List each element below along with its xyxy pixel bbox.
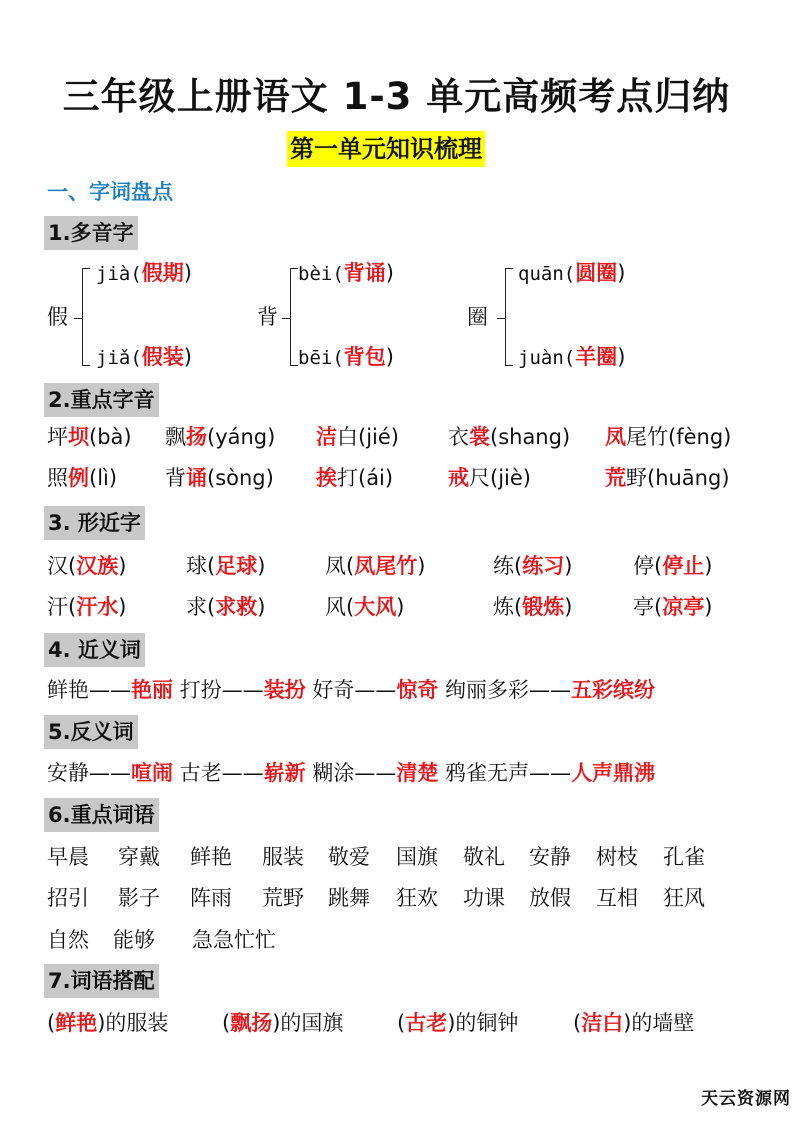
text: (yáng) [207, 425, 276, 449]
text: 求( [186, 595, 216, 619]
list-item [47, 1009, 168, 1037]
text: ( [47, 1011, 56, 1035]
list-item [186, 552, 265, 580]
text: 好奇—— [305, 678, 397, 702]
highlight-text: 崭新 [263, 761, 306, 785]
text: ) [118, 595, 127, 619]
text: 飘 [165, 425, 186, 449]
paren: ) [385, 261, 394, 285]
highlight-text: 凤 [605, 425, 626, 449]
key-word: 树枝 [596, 845, 638, 869]
polyphone-reading [518, 343, 625, 372]
pinyin: bēi( [298, 347, 344, 369]
key-word: 狂欢 [396, 886, 438, 910]
list-item [605, 423, 731, 451]
bracket-stub [74, 318, 82, 319]
subsection-heading: 6.重点词语 [44, 798, 159, 832]
section-heading: 一、字词盘点 [47, 180, 173, 204]
highlight-text: 洁白 [581, 1011, 624, 1035]
text: ) [257, 554, 266, 578]
bracket-stub [497, 318, 505, 319]
text: 打扮—— [173, 678, 264, 702]
example-word: 羊圈 [575, 345, 618, 369]
list-item [47, 593, 126, 621]
text: 白(jié) [337, 425, 399, 449]
pinyin: bèi( [298, 263, 344, 285]
list-item [47, 676, 655, 704]
paren: ) [385, 345, 394, 369]
paren: ) [617, 261, 626, 285]
highlight-text: 裳 [469, 425, 490, 449]
list-item [47, 423, 132, 451]
polyphone-reading [298, 259, 394, 288]
example-word: 假期 [141, 261, 184, 285]
key-word: 招引 [47, 886, 89, 910]
text: ) [564, 595, 573, 619]
subsection-heading: 3. 形近字 [44, 506, 145, 540]
text: ) [564, 554, 573, 578]
key-word: 孔雀 [663, 845, 705, 869]
text: (shang) [490, 425, 571, 449]
highlight-text: 大风 [354, 595, 397, 619]
text: 安静—— [47, 761, 131, 785]
subsection-heading: 7.词语搭配 [44, 964, 159, 998]
text: 糊涂—— [305, 761, 397, 785]
highlight-text: 练习 [522, 554, 565, 578]
list-item [186, 593, 265, 621]
footer-watermark: 天云资源网 [701, 1089, 791, 1109]
list-item [633, 552, 712, 580]
highlight-text: 洁 [316, 425, 337, 449]
list-item [222, 1009, 343, 1037]
key-word: 能够 [113, 928, 155, 952]
text: 绚丽多彩—— [438, 678, 572, 702]
highlight-text: 凉亭 [662, 595, 705, 619]
highlight-text: 凤尾竹 [354, 554, 418, 578]
highlight-text: 古老 [405, 1011, 448, 1035]
key-word: 互相 [596, 886, 638, 910]
key-word: 放假 [529, 886, 571, 910]
text: 鲜艳—— [47, 678, 131, 702]
polyphone-reading [518, 259, 625, 288]
polyphone-char: 背 [257, 305, 278, 329]
list-item [316, 423, 399, 451]
subsection-heading: 4. 近义词 [44, 633, 145, 667]
text: (bà) [89, 425, 132, 449]
list-item [397, 1009, 518, 1037]
unit-subtitle: 第一单元知识梳理 [287, 131, 485, 167]
key-word: 安静 [529, 845, 571, 869]
text: )的服装 [97, 1011, 169, 1035]
highlight-text: 扬 [186, 425, 207, 449]
text: 衣 [448, 425, 469, 449]
paren: ) [617, 345, 626, 369]
key-word: 穿戴 [118, 845, 160, 869]
highlight-text: 汉族 [76, 554, 119, 578]
list-item [325, 552, 425, 580]
paren: ) [183, 261, 192, 285]
text: )的国旗 [272, 1011, 344, 1035]
highlight-text: 汗水 [76, 595, 119, 619]
list-item [165, 423, 275, 451]
example-word: 背包 [343, 345, 386, 369]
key-word: 急急忙忙 [192, 928, 276, 952]
list-item [47, 464, 117, 492]
highlight-text: 挨 [316, 466, 337, 490]
key-word: 早晨 [47, 845, 89, 869]
text: (lì) [89, 466, 118, 490]
bracket-icon [82, 268, 90, 366]
document-title: 三年级上册语文 1-3 单元高频考点归纳 [62, 75, 731, 118]
example-word: 圆圈 [575, 261, 618, 285]
polyphone-reading [96, 343, 192, 372]
bracket-icon [290, 268, 298, 366]
highlight-text: 锻炼 [522, 595, 565, 619]
list-item [47, 552, 126, 580]
key-word: 阵雨 [190, 886, 232, 910]
subsection-heading: 1.多音字 [44, 216, 138, 250]
polyphone-reading [96, 259, 192, 288]
text: ) [257, 595, 266, 619]
text: 背 [165, 466, 186, 490]
key-word: 敬礼 [463, 845, 505, 869]
list-item [448, 464, 531, 492]
text: ) [417, 554, 426, 578]
highlight-text: 足球 [215, 554, 258, 578]
key-word: 敬爱 [328, 845, 370, 869]
pinyin: juàn( [518, 347, 576, 369]
list-item [605, 464, 730, 492]
text: 打(ái) [337, 466, 394, 490]
example-word: 背诵 [343, 261, 386, 285]
text: )的墙壁 [623, 1011, 695, 1035]
list-item [448, 423, 570, 451]
list-item [325, 593, 404, 621]
highlight-text: 飘扬 [230, 1011, 273, 1035]
text: ( [397, 1011, 406, 1035]
key-word: 自然 [47, 928, 89, 952]
text: ) [396, 595, 405, 619]
text: ) [118, 554, 127, 578]
highlight-text: 喧闹 [131, 761, 173, 785]
text: 照 [47, 466, 68, 490]
key-word: 服装 [262, 845, 304, 869]
list-item [316, 464, 393, 492]
paren: ) [183, 345, 192, 369]
text: 汗( [47, 595, 77, 619]
highlight-text: 戒 [448, 466, 469, 490]
example-word: 假装 [141, 345, 184, 369]
highlight-text: 诵 [186, 466, 207, 490]
polyphone-char: 假 [47, 305, 68, 329]
text: ) [704, 595, 713, 619]
text: )的铜钟 [447, 1011, 519, 1035]
list-item [633, 593, 712, 621]
subsection-heading: 5.反义词 [44, 715, 138, 749]
key-word: 狂风 [663, 886, 705, 910]
text: 亭( [633, 595, 663, 619]
pinyin: jià( [96, 263, 142, 285]
text: 炼( [493, 595, 523, 619]
text: 练( [493, 554, 523, 578]
highlight-text: 艳丽 [131, 678, 173, 702]
polyphone-char: 圈 [467, 305, 488, 329]
key-word: 鲜艳 [190, 845, 232, 869]
highlight-text: 鲜艳 [55, 1011, 98, 1035]
highlight-text: 例 [68, 466, 89, 490]
highlight-text: 清楚 [396, 761, 439, 785]
highlight-text: 荒 [605, 466, 626, 490]
highlight-text: 停止 [662, 554, 705, 578]
text: 风( [325, 595, 355, 619]
text: ( [222, 1011, 231, 1035]
subsection-heading: 2.重点字音 [44, 383, 159, 417]
bracket-icon [505, 268, 513, 366]
key-word: 影子 [118, 886, 160, 910]
list-item [165, 464, 274, 492]
text: 球( [186, 554, 216, 578]
text: 尺(jiè) [469, 466, 531, 490]
text: ( [573, 1011, 582, 1035]
text: 鸦雀无声—— [438, 761, 572, 785]
text: 汉( [47, 554, 77, 578]
bracket-stub [282, 318, 290, 319]
text: (sòng) [207, 466, 274, 490]
highlight-text: 坝 [68, 425, 89, 449]
list-item [47, 759, 655, 787]
highlight-text: 惊奇 [396, 678, 439, 702]
text: ) [704, 554, 713, 578]
key-word: 功课 [463, 886, 505, 910]
text: 凤( [325, 554, 355, 578]
highlight-text: 求救 [215, 595, 258, 619]
text: 野(huāng) [626, 466, 730, 490]
highlight-text: 人声鼎沸 [571, 761, 656, 785]
highlight-text: 装扮 [263, 678, 306, 702]
highlight-text: 五彩缤纷 [571, 678, 656, 702]
key-word: 跳舞 [328, 886, 370, 910]
text: 停( [633, 554, 663, 578]
key-word: 国旗 [396, 845, 438, 869]
text: 古老—— [173, 761, 264, 785]
polyphone-reading [298, 343, 394, 372]
text: 坪 [47, 425, 68, 449]
text: 尾竹(fèng) [626, 425, 732, 449]
list-item [493, 552, 572, 580]
pinyin: jiǎ( [96, 347, 142, 369]
key-word: 荒野 [262, 886, 304, 910]
list-item [493, 593, 572, 621]
pinyin: quān( [518, 263, 576, 285]
list-item [573, 1009, 694, 1037]
